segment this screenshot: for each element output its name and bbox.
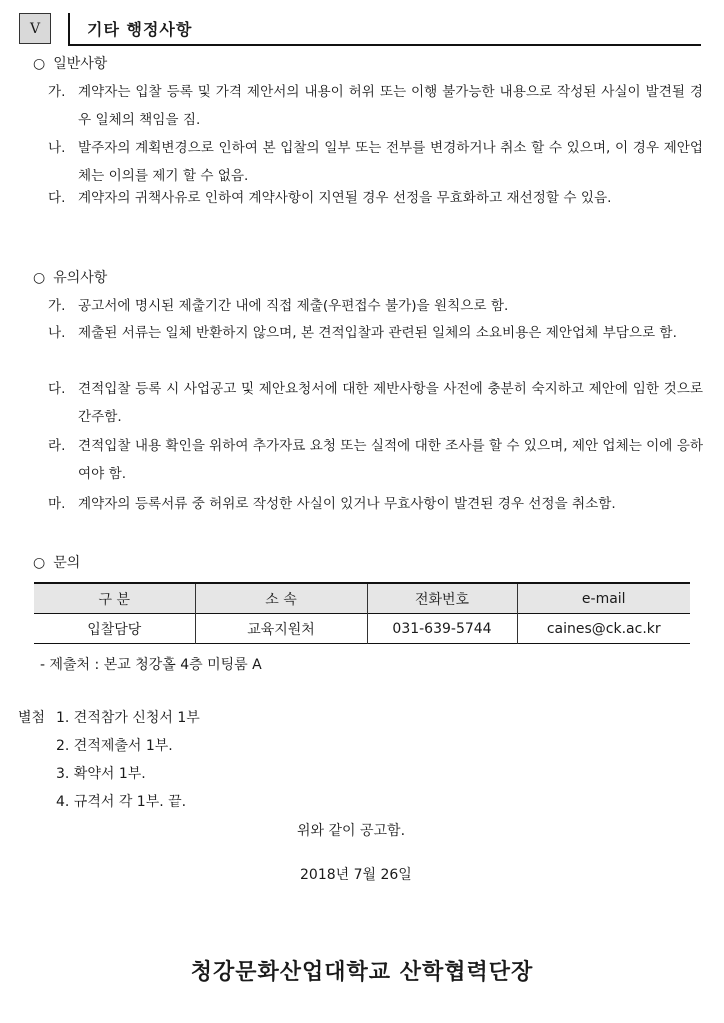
notes-heading <box>33 267 107 287</box>
attachment-item: 2. 견적제출서 1부. <box>56 738 173 754</box>
header-underline <box>68 44 701 46</box>
item-text: 제출된 서류는 일체 반환하지 않으며, 본 견적입찰과 관련된 일체의 소요비용은 제안업체 부담으로 함. <box>78 325 677 341</box>
general-heading-label: 일반사항 <box>53 56 108 72</box>
section-header <box>19 13 701 47</box>
notes-item <box>48 432 703 488</box>
section-title: 기타 행정사항 <box>87 20 193 39</box>
circle-bullet-icon: ○ <box>33 555 46 571</box>
item-mark: 다. <box>48 190 66 206</box>
table-cell: caines@ck.ac.kr <box>517 614 690 644</box>
attachment-item: 4. 규격서 각 1부. 끝. <box>56 794 187 810</box>
table-cell: 031-639-5744 <box>367 614 517 644</box>
general-item <box>48 184 703 212</box>
column-header: 구 분 <box>34 583 195 614</box>
contact-table <box>34 582 690 644</box>
general-item <box>48 78 703 134</box>
signer-title: 청강문화산업대학교 산학협력단장 <box>190 959 534 985</box>
item-text: 계약자의 귀책사유로 인하여 계약사항이 지연될 경우 선정을 무효화하고 재선정할 수 있음. <box>78 190 612 206</box>
notes-item <box>48 292 703 320</box>
attachment-item: 3. 확약서 1부. <box>56 766 146 782</box>
item-mark: 가. <box>48 84 66 100</box>
notes-item <box>48 490 703 518</box>
item-mark: 나. <box>48 140 66 156</box>
attachments-label: 별첨 <box>18 710 46 726</box>
general-item <box>48 134 703 190</box>
column-header: e-mail <box>517 583 690 614</box>
attachment-item: 1. 견적참가 신청서 1부 <box>56 710 200 726</box>
item-text: 계약자는 입찰 등록 및 가격 제안서의 내용이 허위 또는 이행 불가능한 내용으로 작성된 사실이 발견될 경우 일체의 책임을 짐. <box>78 84 703 128</box>
item-text: 계약자의 등록서류 중 허위로 작성한 사실이 있거나 무효사항이 발견된 경우 선정을 취소함. <box>78 496 616 512</box>
table-cell: 교육지원처 <box>195 614 367 644</box>
closing-statement: 위와 같이 공고함. <box>297 823 406 839</box>
table-row <box>34 614 690 644</box>
notes-item <box>48 319 703 347</box>
section-number-box: V <box>19 13 51 44</box>
item-mark: 가. <box>48 298 66 314</box>
table-header-row <box>34 583 690 614</box>
column-header: 전화번호 <box>367 583 517 614</box>
header-divider <box>68 13 70 44</box>
circle-bullet-icon: ○ <box>33 270 46 286</box>
item-mark: 마. <box>48 496 66 512</box>
contact-heading <box>33 552 80 572</box>
item-text: 견적입찰 등록 시 사업공고 및 제안요청서에 대한 제반사항을 사전에 충분히 숙지하고 제안에 임한 것으로 간주함. <box>78 381 703 425</box>
table-cell: 입찰담당 <box>34 614 195 644</box>
submission-location: - 제출처 : 본교 청강홀 4층 미팅룸 A <box>40 657 262 673</box>
item-text: 발주자의 계획변경으로 인하여 본 입찰의 일부 또는 전부를 변경하거나 취소 할 수 있으며, 이 경우 제안업체는 이의를 제기 할 수 없음. <box>78 140 703 184</box>
item-mark: 라. <box>48 438 66 454</box>
item-mark: 나. <box>48 325 66 341</box>
notes-heading-label: 유의사항 <box>53 270 108 286</box>
announcement-date: 2018년 7월 26일 <box>300 867 412 883</box>
column-header: 소 속 <box>195 583 367 614</box>
general-heading <box>33 53 107 73</box>
contact-heading-label: 문의 <box>53 555 81 571</box>
item-mark: 다. <box>48 381 66 397</box>
item-text: 공고서에 명시된 제출기간 내에 직접 제출(우편접수 불가)을 원칙으로 함. <box>78 298 509 314</box>
notes-item <box>48 375 703 431</box>
circle-bullet-icon: ○ <box>33 56 46 72</box>
item-text: 견적입찰 내용 확인을 위하여 추가자료 요청 또는 실적에 대한 조사를 할 수 있으며, 제안 업체는 이에 응하여야 함. <box>78 438 703 482</box>
